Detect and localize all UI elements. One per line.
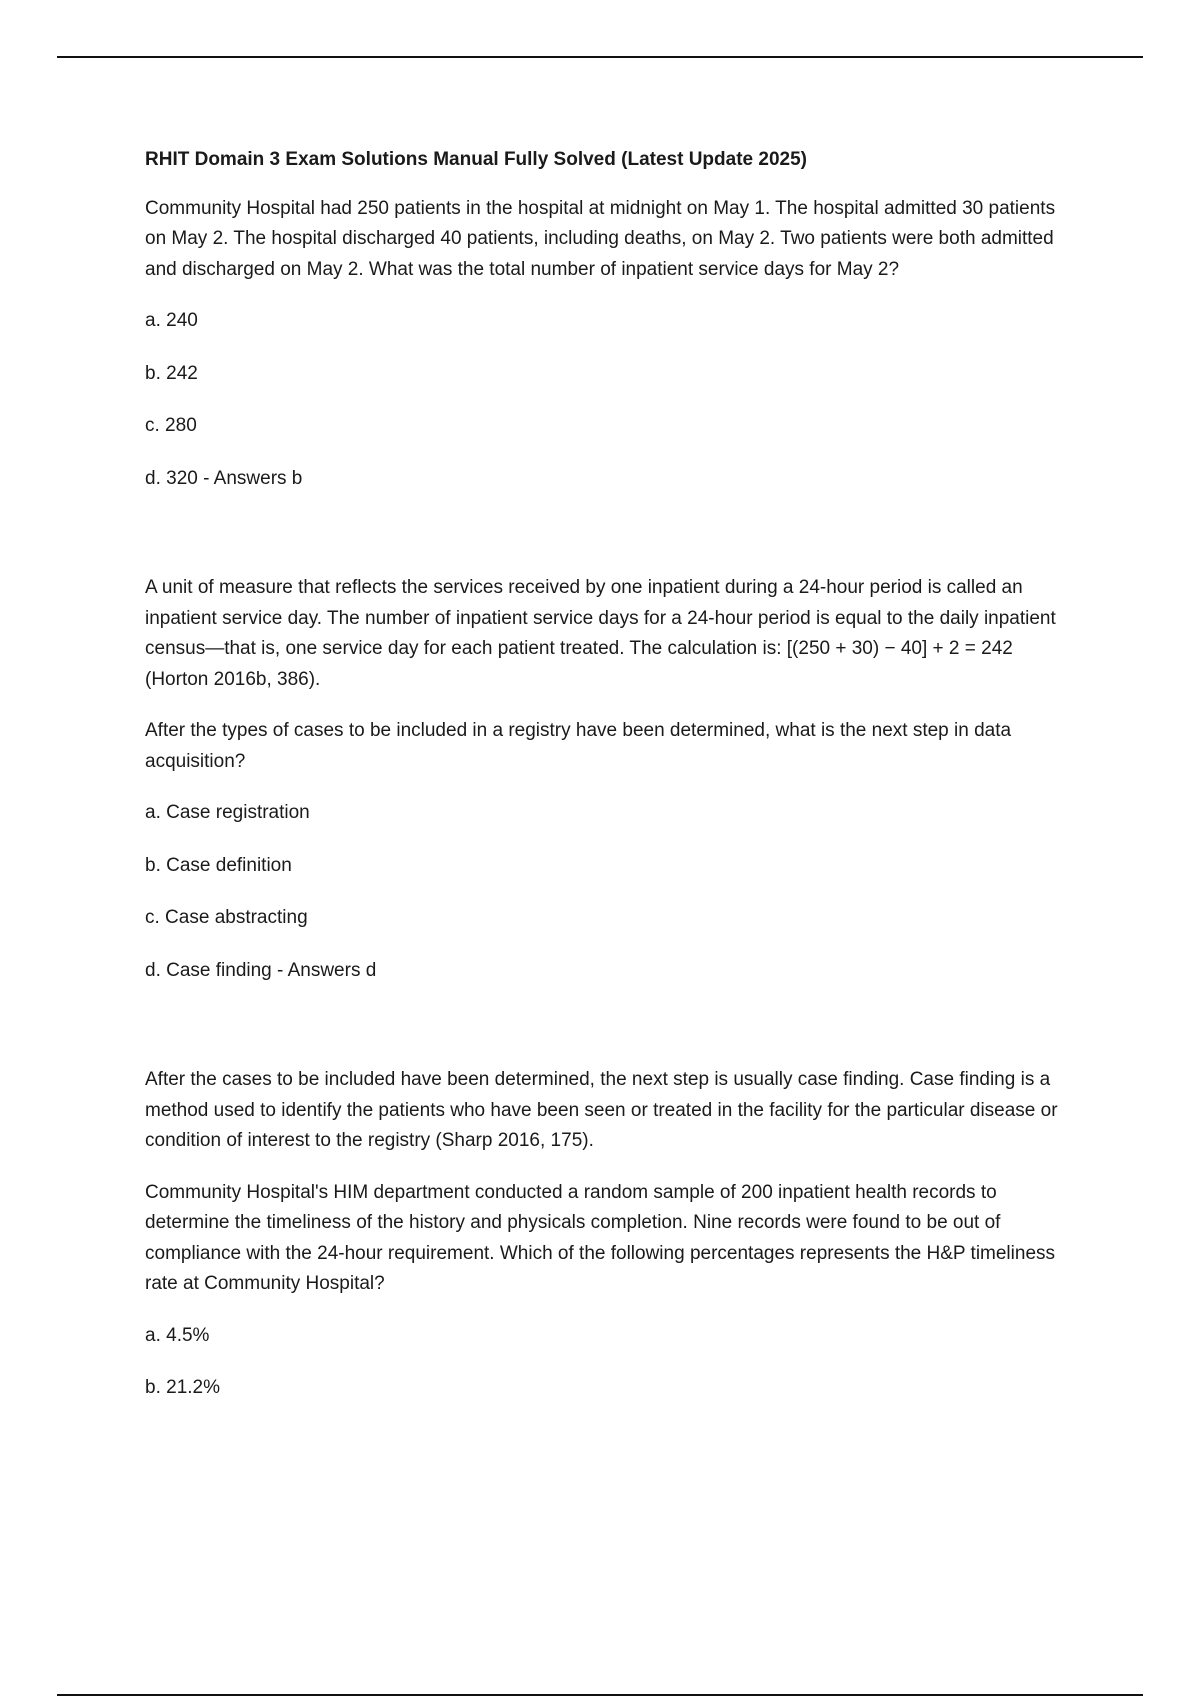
question-1-text: Community Hospital had 250 patients in the hospital at midnight on May 1. The hospital admitted 30 patients on May 2. The hospital discharged 40 patients, including deaths, on May 2. Two patients were both admitted and discharged on May 2. What was the total number of inpatient service days for May 2? [145,197,1056,280]
question-3-option-a: a. 4.5% [145,1324,210,1346]
question-1-option-c: c. 280 [145,415,197,436]
document-body [145,145,1080,1426]
question-2-option-a: a. Case registration [145,802,310,823]
question-2-option-b: b. Case definition [145,854,292,876]
question-1-option-d: d. 320 - Answers b [145,467,303,489]
question-2-explanation: After the cases to be included have been determined, the next step is usually case finding. Case finding is a method used to identify the patients who have been seen or treated in the facility for the particular disease or condition of interest to the registry (Sharp 2016, 175). [145,1069,1058,1151]
question-2-option-c: c. Case abstracting [145,907,308,928]
section-gap [145,1008,1080,1065]
section-gap [145,516,1080,573]
question-1-option-b: b. 242 [145,362,198,384]
question-3-text: Community Hospital's HIM department conducted a random sample of 200 inpatient health records to determine the timeliness of the history and physicals completion. Nine records were found to be out of compliance with the 24-hour requirement. Which of the following percentages represents the H&P timeliness rate at Community Hospital? [145,1181,1056,1294]
question-1-explanation: A unit of measure that reflects the services received by one inpatient during a 24-hour period is called an inpatient service day. The number of inpatient service days for a 24-hour period is equal to the daily inpatient census—that is, one service day for each patient treated. The calculation is: [(250 + 30) − 40] + 2 = 242 (Horton 2016b, 386). [145,577,1056,690]
question-3-option-b: b. 21.2% [145,1377,220,1398]
bottom-rule [57,1694,1143,1696]
document-title: RHIT Domain 3 Exam Solutions Manual Fully Solved (Latest Update 2025) [145,149,807,170]
question-1-option-a: a. 240 [145,310,198,331]
question-2-text: After the types of cases to be included in a registry have been determined, what is the next step in data acquisition? [145,720,1012,772]
question-2-option-d: d. Case finding - Answers d [145,959,377,981]
top-rule [57,56,1143,58]
